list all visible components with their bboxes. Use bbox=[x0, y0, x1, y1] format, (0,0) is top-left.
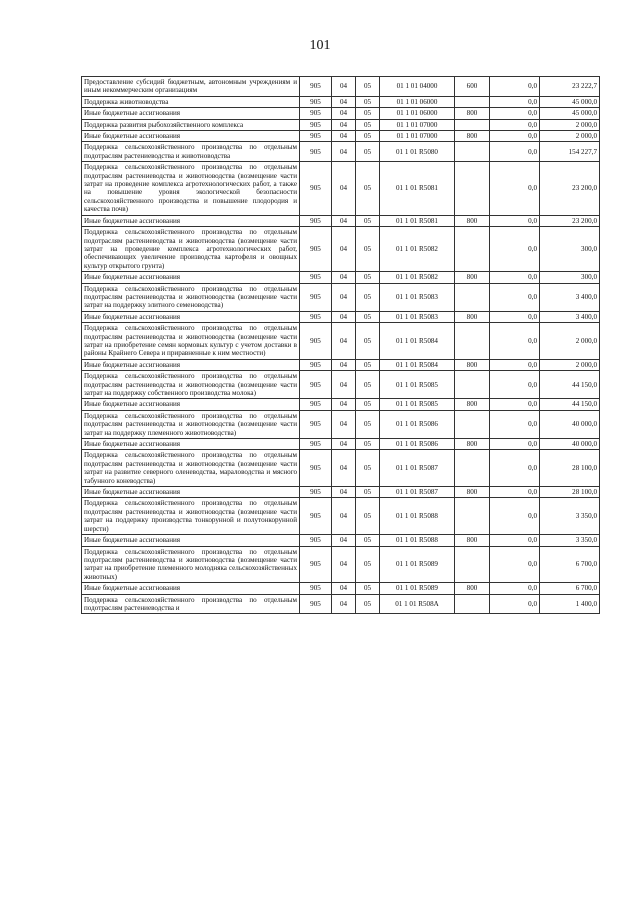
cell-name: Поддержка сельскохозяйственного производства по отдельным подотраслям растениеводства и животноводства (возмещение части затрат на поддержку племенного животноводства) bbox=[82, 410, 300, 438]
cell-name: Предоставление субсидий бюджетным, автономным учреждениям и иным некоммерческим организациям bbox=[82, 77, 300, 97]
cell-amount-2: 3 400,0 bbox=[540, 283, 600, 311]
cell-amount-2: 44 150,0 bbox=[540, 371, 600, 399]
cell-section: 04 bbox=[332, 96, 356, 107]
table-row bbox=[82, 283, 600, 311]
cell-name: Иные бюджетные ассигнования bbox=[82, 131, 300, 142]
cell-section: 04 bbox=[332, 131, 356, 142]
cell-subsection: 05 bbox=[356, 487, 380, 498]
cell-name: Иные бюджетные ассигнования bbox=[82, 535, 300, 546]
cell-name: Поддержка сельскохозяйственного производства по отдельным подотраслям растениеводства и животноводства (возмещение части затрат на проведение комплекса агротехнологических работ, обеспечивающих увеличение производства картофеля и овощных культур открытого грунта) bbox=[82, 227, 300, 272]
cell-target-article: 01 1 01 R5084 bbox=[380, 323, 455, 360]
cell-subsection: 05 bbox=[356, 359, 380, 370]
cell-name: Иные бюджетные ассигнования bbox=[82, 583, 300, 594]
cell-amount-2: 23 200,0 bbox=[540, 162, 600, 215]
cell-ministry: 905 bbox=[300, 162, 332, 215]
cell-name: Иные бюджетные ассигнования bbox=[82, 108, 300, 119]
cell-section: 04 bbox=[332, 108, 356, 119]
cell-name: Иные бюджетные ассигнования bbox=[82, 359, 300, 370]
cell-amount-2: 300,0 bbox=[540, 227, 600, 272]
cell-target-article: 01 1 01 R5084 bbox=[380, 359, 455, 370]
cell-amount-1: 0,0 bbox=[490, 487, 540, 498]
cell-name: Поддержка сельскохозяйственного производства по отдельным подотраслям растениеводства и животноводства (возмещение части затрат на поддержку производства тонкорунной и полутонкорунной шерсти) bbox=[82, 498, 300, 535]
cell-expense-type: 800 bbox=[455, 215, 490, 226]
cell-name: Поддержка сельскохозяйственного производства по отдельным подотраслям растениеводства и животноводства (возмещение части затрат на поддержку собственного производства молока) bbox=[82, 371, 300, 399]
cell-section: 04 bbox=[332, 594, 356, 614]
table-row bbox=[82, 410, 600, 438]
cell-expense-type: 800 bbox=[455, 439, 490, 450]
cell-expense-type: 800 bbox=[455, 108, 490, 119]
cell-amount-2: 3 350,0 bbox=[540, 535, 600, 546]
cell-target-article: 01 1 01 R508А bbox=[380, 594, 455, 614]
cell-section: 04 bbox=[332, 359, 356, 370]
cell-section: 04 bbox=[332, 410, 356, 438]
cell-amount-2: 23 200,0 bbox=[540, 215, 600, 226]
cell-amount-2: 44 150,0 bbox=[540, 399, 600, 410]
cell-expense-type bbox=[455, 96, 490, 107]
cell-amount-1: 0,0 bbox=[490, 108, 540, 119]
cell-expense-type bbox=[455, 283, 490, 311]
cell-expense-type: 600 bbox=[455, 77, 490, 97]
page-number: 101 bbox=[309, 38, 331, 53]
table-row bbox=[82, 546, 600, 583]
cell-amount-1: 0,0 bbox=[490, 215, 540, 226]
cell-amount-2: 23 222,7 bbox=[540, 77, 600, 97]
table-row bbox=[82, 162, 600, 215]
cell-subsection: 05 bbox=[356, 450, 380, 487]
cell-name: Иные бюджетные ассигнования bbox=[82, 311, 300, 322]
cell-expense-type bbox=[455, 450, 490, 487]
cell-amount-1: 0,0 bbox=[490, 583, 540, 594]
cell-section: 04 bbox=[332, 399, 356, 410]
cell-amount-2: 2 000,0 bbox=[540, 131, 600, 142]
cell-ministry: 905 bbox=[300, 96, 332, 107]
cell-section: 04 bbox=[332, 142, 356, 162]
cell-subsection: 05 bbox=[356, 272, 380, 283]
cell-subsection: 05 bbox=[356, 323, 380, 360]
cell-target-article: 01 1 01 R5086 bbox=[380, 410, 455, 438]
cell-amount-1: 0,0 bbox=[490, 272, 540, 283]
table-row bbox=[82, 96, 600, 107]
cell-target-article: 01 1 01 R5085 bbox=[380, 371, 455, 399]
cell-amount-2: 3 400,0 bbox=[540, 311, 600, 322]
cell-expense-type bbox=[455, 371, 490, 399]
cell-subsection: 05 bbox=[356, 108, 380, 119]
cell-subsection: 05 bbox=[356, 546, 380, 583]
cell-subsection: 05 bbox=[356, 283, 380, 311]
cell-subsection: 05 bbox=[356, 399, 380, 410]
cell-amount-1: 0,0 bbox=[490, 439, 540, 450]
cell-target-article: 01 1 01 06000 bbox=[380, 108, 455, 119]
cell-target-article: 01 1 01 07000 bbox=[380, 131, 455, 142]
cell-amount-2: 40 000,0 bbox=[540, 439, 600, 450]
cell-amount-1: 0,0 bbox=[490, 498, 540, 535]
cell-amount-1: 0,0 bbox=[490, 410, 540, 438]
cell-subsection: 05 bbox=[356, 131, 380, 142]
cell-ministry: 905 bbox=[300, 119, 332, 130]
cell-target-article: 01 1 01 R5082 bbox=[380, 272, 455, 283]
cell-name: Иные бюджетные ассигнования bbox=[82, 399, 300, 410]
cell-subsection: 05 bbox=[356, 410, 380, 438]
cell-ministry: 905 bbox=[300, 439, 332, 450]
cell-name: Поддержка сельскохозяйственного производства по отдельным подотраслям растениеводства и животноводства (возмещение части затрат на приобретение племенного молодняка сельскохозяйственных животных) bbox=[82, 546, 300, 583]
cell-target-article: 01 1 01 R5089 bbox=[380, 546, 455, 583]
cell-name: Поддержка сельскохозяйственного производства по отдельным подотраслям растениеводства и животноводства (возмещение части затрат на поддержку элитного семеноводства) bbox=[82, 283, 300, 311]
cell-expense-type: 800 bbox=[455, 535, 490, 546]
cell-name: Иные бюджетные ассигнования bbox=[82, 272, 300, 283]
cell-section: 04 bbox=[332, 450, 356, 487]
cell-name: Поддержка сельскохозяйственного производства по отдельным подотраслям растениеводства и животноводства bbox=[82, 142, 300, 162]
cell-section: 04 bbox=[332, 215, 356, 226]
table-row bbox=[82, 535, 600, 546]
cell-ministry: 905 bbox=[300, 108, 332, 119]
cell-amount-2: 300,0 bbox=[540, 272, 600, 283]
table-row bbox=[82, 142, 600, 162]
cell-ministry: 905 bbox=[300, 371, 332, 399]
cell-section: 04 bbox=[332, 162, 356, 215]
cell-ministry: 905 bbox=[300, 487, 332, 498]
cell-target-article: 01 1 01 04000 bbox=[380, 77, 455, 97]
cell-amount-2: 28 100,0 bbox=[540, 450, 600, 487]
cell-ministry: 905 bbox=[300, 546, 332, 583]
cell-ministry: 905 bbox=[300, 498, 332, 535]
cell-section: 04 bbox=[332, 227, 356, 272]
cell-amount-1: 0,0 bbox=[490, 96, 540, 107]
cell-amount-2: 40 000,0 bbox=[540, 410, 600, 438]
cell-target-article: 01 1 01 R5085 bbox=[380, 399, 455, 410]
cell-subsection: 05 bbox=[356, 96, 380, 107]
cell-section: 04 bbox=[332, 535, 356, 546]
cell-expense-type bbox=[455, 498, 490, 535]
cell-ministry: 905 bbox=[300, 131, 332, 142]
cell-amount-1: 0,0 bbox=[490, 323, 540, 360]
table-body bbox=[82, 77, 600, 614]
table-row bbox=[82, 272, 600, 283]
cell-ministry: 905 bbox=[300, 594, 332, 614]
table-row bbox=[82, 77, 600, 97]
cell-amount-2: 45 000,0 bbox=[540, 108, 600, 119]
cell-expense-type: 800 bbox=[455, 131, 490, 142]
table-row bbox=[82, 399, 600, 410]
table-row bbox=[82, 371, 600, 399]
cell-section: 04 bbox=[332, 487, 356, 498]
cell-section: 04 bbox=[332, 583, 356, 594]
cell-amount-1: 0,0 bbox=[490, 131, 540, 142]
table-row bbox=[82, 108, 600, 119]
cell-amount-1: 0,0 bbox=[490, 535, 540, 546]
cell-expense-type bbox=[455, 119, 490, 130]
cell-ministry: 905 bbox=[300, 583, 332, 594]
cell-target-article: 01 1 01 06000 bbox=[380, 96, 455, 107]
cell-target-article: 01 1 01 R5081 bbox=[380, 215, 455, 226]
cell-amount-1: 0,0 bbox=[490, 399, 540, 410]
cell-name: Поддержка сельскохозяйственного производства по отдельным подотраслям растениеводства и животноводства (возмещение части затрат на проведение комплекса агротехнологических работ, а также на повышение уровня экологической безопасности сельскохозяйственного производства и повышение плодородия и качества почв) bbox=[82, 162, 300, 215]
cell-target-article: 01 1 01 R5083 bbox=[380, 311, 455, 322]
table-row bbox=[82, 215, 600, 226]
cell-subsection: 05 bbox=[356, 142, 380, 162]
cell-amount-1: 0,0 bbox=[490, 371, 540, 399]
cell-expense-type: 800 bbox=[455, 359, 490, 370]
cell-subsection: 05 bbox=[356, 77, 380, 97]
cell-section: 04 bbox=[332, 283, 356, 311]
cell-expense-type bbox=[455, 594, 490, 614]
cell-ministry: 905 bbox=[300, 399, 332, 410]
cell-ministry: 905 bbox=[300, 77, 332, 97]
table-row bbox=[82, 594, 600, 614]
table-row bbox=[82, 583, 600, 594]
cell-amount-1: 0,0 bbox=[490, 142, 540, 162]
cell-amount-2: 6 700,0 bbox=[540, 583, 600, 594]
cell-section: 04 bbox=[332, 371, 356, 399]
cell-expense-type bbox=[455, 410, 490, 438]
cell-ministry: 905 bbox=[300, 535, 332, 546]
cell-subsection: 05 bbox=[356, 371, 380, 399]
cell-amount-2: 2 000,0 bbox=[540, 119, 600, 130]
cell-name: Поддержка животноводства bbox=[82, 96, 300, 107]
cell-ministry: 905 bbox=[300, 272, 332, 283]
cell-name: Поддержка сельскохозяйственного производства по отдельным подотраслям растениеводства и животноводства (возмещение части затрат на приобретение семян кормовых культур с учетом доставки в районы Крайнего Севера и приравненные к ним местности) bbox=[82, 323, 300, 360]
cell-subsection: 05 bbox=[356, 439, 380, 450]
cell-section: 04 bbox=[332, 119, 356, 130]
cell-ministry: 905 bbox=[300, 215, 332, 226]
cell-target-article: 01 1 01 R5086 bbox=[380, 439, 455, 450]
cell-target-article: 01 1 01 R5089 bbox=[380, 583, 455, 594]
cell-subsection: 05 bbox=[356, 535, 380, 546]
cell-ministry: 905 bbox=[300, 450, 332, 487]
cell-ministry: 905 bbox=[300, 311, 332, 322]
cell-subsection: 05 bbox=[356, 227, 380, 272]
cell-expense-type: 800 bbox=[455, 399, 490, 410]
cell-amount-1: 0,0 bbox=[490, 227, 540, 272]
cell-subsection: 05 bbox=[356, 162, 380, 215]
cell-ministry: 905 bbox=[300, 142, 332, 162]
cell-target-article: 01 1 01 07000 bbox=[380, 119, 455, 130]
cell-amount-1: 0,0 bbox=[490, 311, 540, 322]
cell-subsection: 05 bbox=[356, 215, 380, 226]
cell-expense-type: 800 bbox=[455, 272, 490, 283]
cell-amount-2: 1 400,0 bbox=[540, 594, 600, 614]
cell-name: Поддержка сельскохозяйственного производства по отдельным подотраслям растениеводства и животноводства (возмещение части затрат на развитие северного оленеводства, мараловодства и мясного табунного коневодства) bbox=[82, 450, 300, 487]
cell-section: 04 bbox=[332, 272, 356, 283]
table-row bbox=[82, 119, 600, 130]
cell-section: 04 bbox=[332, 498, 356, 535]
table-row bbox=[82, 450, 600, 487]
cell-subsection: 05 bbox=[356, 583, 380, 594]
cell-section: 04 bbox=[332, 77, 356, 97]
table-row bbox=[82, 498, 600, 535]
cell-amount-1: 0,0 bbox=[490, 594, 540, 614]
cell-amount-2: 6 700,0 bbox=[540, 546, 600, 583]
cell-expense-type bbox=[455, 227, 490, 272]
cell-amount-1: 0,0 bbox=[490, 77, 540, 97]
cell-name: Поддержка сельскохозяйственного производства по отдельным подотраслям растениеводства и bbox=[82, 594, 300, 614]
cell-expense-type bbox=[455, 323, 490, 360]
cell-ministry: 905 bbox=[300, 283, 332, 311]
cell-expense-type bbox=[455, 142, 490, 162]
table-row bbox=[82, 311, 600, 322]
cell-amount-2: 28 100,0 bbox=[540, 487, 600, 498]
table-row bbox=[82, 131, 600, 142]
cell-subsection: 05 bbox=[356, 119, 380, 130]
budget-table bbox=[81, 76, 600, 614]
cell-ministry: 905 bbox=[300, 323, 332, 360]
cell-target-article: 01 1 01 R5088 bbox=[380, 535, 455, 546]
cell-section: 04 bbox=[332, 546, 356, 583]
cell-expense-type bbox=[455, 546, 490, 583]
cell-subsection: 05 bbox=[356, 498, 380, 535]
cell-expense-type: 800 bbox=[455, 487, 490, 498]
cell-amount-2: 3 350,0 bbox=[540, 498, 600, 535]
cell-ministry: 905 bbox=[300, 227, 332, 272]
cell-subsection: 05 bbox=[356, 311, 380, 322]
cell-expense-type: 800 bbox=[455, 311, 490, 322]
cell-section: 04 bbox=[332, 439, 356, 450]
cell-section: 04 bbox=[332, 311, 356, 322]
cell-section: 04 bbox=[332, 323, 356, 360]
cell-amount-2: 2 000,0 bbox=[540, 323, 600, 360]
cell-amount-1: 0,0 bbox=[490, 359, 540, 370]
cell-name: Иные бюджетные ассигнования bbox=[82, 487, 300, 498]
cell-amount-1: 0,0 bbox=[490, 450, 540, 487]
cell-amount-1: 0,0 bbox=[490, 283, 540, 311]
cell-amount-2: 2 000,0 bbox=[540, 359, 600, 370]
table-row bbox=[82, 439, 600, 450]
cell-target-article: 01 1 01 R5080 bbox=[380, 142, 455, 162]
cell-target-article: 01 1 01 R5083 bbox=[380, 283, 455, 311]
cell-target-article: 01 1 01 R5087 bbox=[380, 487, 455, 498]
cell-ministry: 905 bbox=[300, 359, 332, 370]
cell-amount-2: 45 000,0 bbox=[540, 96, 600, 107]
table-row bbox=[82, 227, 600, 272]
cell-name: Иные бюджетные ассигнования bbox=[82, 439, 300, 450]
table-row bbox=[82, 359, 600, 370]
cell-target-article: 01 1 01 R5082 bbox=[380, 227, 455, 272]
cell-amount-2: 154 227,7 bbox=[540, 142, 600, 162]
cell-target-article: 01 1 01 R5081 bbox=[380, 162, 455, 215]
table-row bbox=[82, 323, 600, 360]
table-row bbox=[82, 487, 600, 498]
cell-subsection: 05 bbox=[356, 594, 380, 614]
cell-amount-1: 0,0 bbox=[490, 162, 540, 215]
cell-target-article: 01 1 01 R5087 bbox=[380, 450, 455, 487]
cell-name: Иные бюджетные ассигнования bbox=[82, 215, 300, 226]
cell-ministry: 905 bbox=[300, 410, 332, 438]
cell-expense-type: 800 bbox=[455, 583, 490, 594]
cell-target-article: 01 1 01 R5088 bbox=[380, 498, 455, 535]
cell-name: Поддержка развития рыбохозяйственного комплекса bbox=[82, 119, 300, 130]
cell-expense-type bbox=[455, 162, 490, 215]
cell-amount-1: 0,0 bbox=[490, 119, 540, 130]
cell-amount-1: 0,0 bbox=[490, 546, 540, 583]
